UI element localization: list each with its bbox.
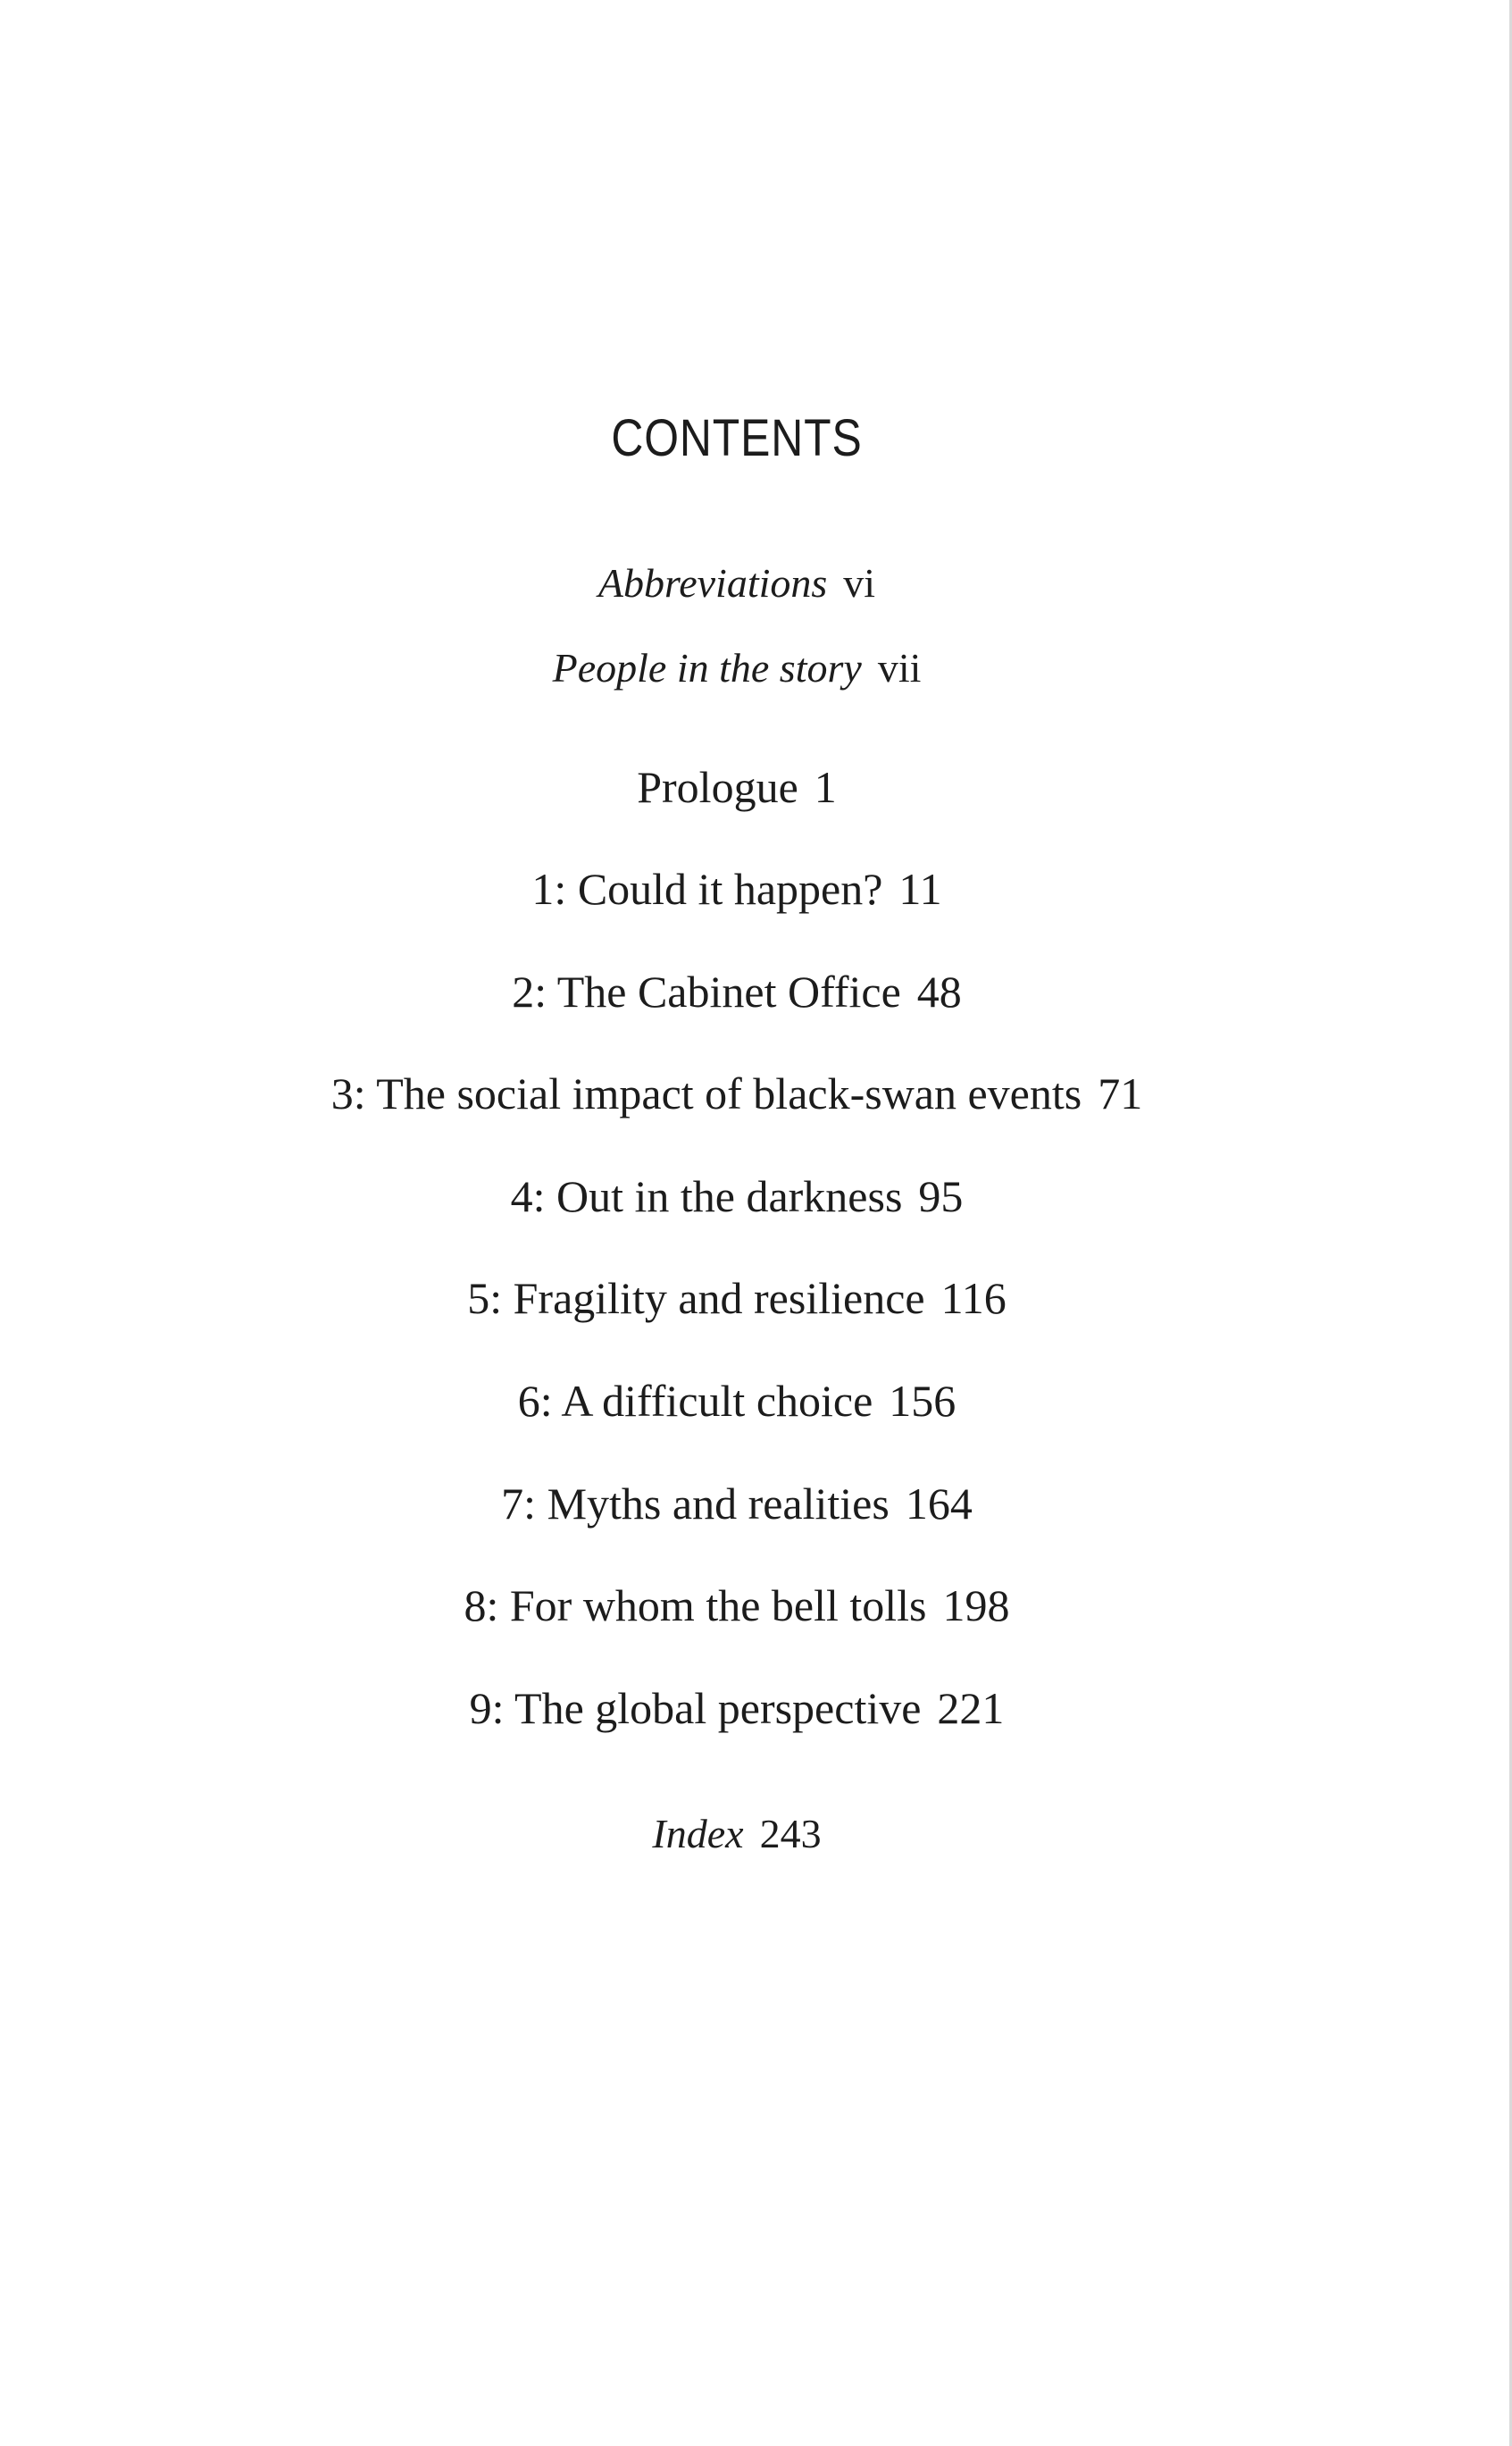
toc-entry-index [0, 1811, 1474, 1856]
toc-entry-title: 6: A difficult choice [517, 1376, 873, 1426]
toc-entry-chapter-9 [0, 1683, 1474, 1733]
toc-entry-page: 71 [1098, 1068, 1143, 1118]
toc-entry-page: vi [843, 560, 876, 606]
toc-entry-page: 156 [889, 1376, 956, 1426]
toc-entry-abbreviations [0, 560, 1474, 606]
toc-entry-chapter-4 [0, 1171, 1474, 1221]
toc-entry-chapter-5 [0, 1273, 1474, 1323]
toc-entry-title: Index [652, 1811, 744, 1856]
toc-entry-prologue [0, 762, 1474, 812]
toc-entry-title: 3: The social impact of black-swan events [330, 1068, 1082, 1118]
toc-entry-page: 116 [940, 1273, 1007, 1323]
toc-entry-title: People in the story [552, 645, 862, 691]
toc-entry-page: 95 [918, 1171, 964, 1221]
toc-entry-chapter-7 [0, 1478, 1474, 1529]
toc-entry-title: Abbreviations [597, 560, 828, 606]
toc-entry-title: 7: Myths and realities [501, 1478, 890, 1529]
toc-entry-page: 1 [814, 762, 837, 812]
toc-entry-page: 164 [905, 1478, 973, 1529]
toc-entry-page: 48 [916, 967, 962, 1017]
toc-entry-page: vii [877, 645, 922, 691]
toc-entry-page: 198 [942, 1580, 1010, 1630]
toc-entry-title: 9: The global perspective [469, 1683, 922, 1733]
toc-entry-title: 1: Could it happen? [531, 864, 883, 914]
toc-entry-chapter-8 [0, 1580, 1474, 1630]
contents-heading: CONTENTS [611, 409, 863, 467]
toc-entry-title: 8: For whom the bell tolls [464, 1580, 927, 1630]
toc-entry-page: 243 [759, 1811, 822, 1856]
toc-entry-chapter-6 [0, 1376, 1474, 1426]
toc-entry-title: 5: Fragility and resilience [467, 1273, 925, 1323]
toc-entry-title: 4: Out in the darkness [510, 1171, 903, 1221]
toc-entry-page: 221 [937, 1683, 1005, 1733]
toc-entry-chapter-3 [0, 1068, 1474, 1118]
toc-entry-chapter-1 [0, 864, 1474, 914]
toc-entry-page: 11 [898, 864, 942, 914]
toc-entry-title: Prologue [637, 762, 798, 812]
toc-entry-chapter-2 [0, 967, 1474, 1017]
toc-entry-title: 2: The Cabinet Office [512, 967, 901, 1017]
toc-entry-people-in-the-story [0, 645, 1474, 691]
